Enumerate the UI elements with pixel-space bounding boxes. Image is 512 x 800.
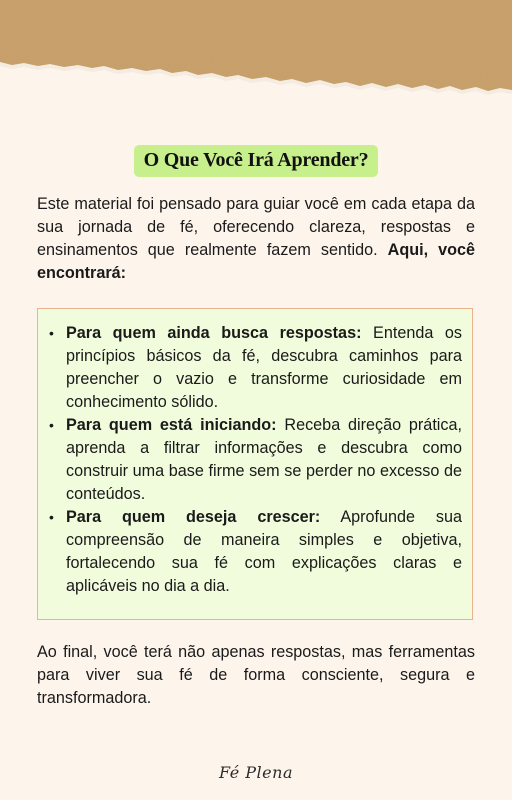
list-item-title: Para quem ainda busca respostas:	[66, 324, 362, 342]
bullet-icon: •	[49, 325, 54, 341]
list-item-text: Entenda os princípios básicos da fé, descubra caminhos para preencher o vazio e transforme curiosidade em conhecimento sólido.	[66, 324, 462, 411]
learning-list	[48, 322, 462, 598]
outro-paragraph: Ao final, você terá não apenas respostas, mas ferramentas para viver sua fé de forma consciente, segura e transformadora.	[37, 643, 475, 707]
list-item-title: Para quem deseja crescer:	[66, 508, 321, 526]
list-item	[48, 414, 462, 506]
list-item-text: Aprofunde sua compreensão de maneira simples e objetiva, fortalecendo sua fé com explicações claras e aplicáveis no dia a dia.	[66, 508, 462, 595]
list-item	[48, 506, 462, 598]
bullet-icon: •	[49, 509, 54, 525]
list-item-text: Receba direção prática, aprenda a filtrar informações e descubra como construir uma base firme sem se perder no excesso de conteúdos.	[66, 416, 463, 503]
footer-brand: Fé Plena	[219, 763, 293, 782]
learning-box	[37, 308, 473, 620]
intro-bold: Aqui, você encontrará:	[37, 241, 475, 282]
torn-paper-header	[0, 0, 512, 110]
intro-text: Este material foi pensado para guiar você em cada etapa da sua jornada de fé, oferecendo clareza, respostas e ensinamentos que realmente fazem sentido.	[37, 195, 475, 259]
page-title: O Que Você Irá Aprender?	[134, 145, 379, 177]
list-item	[48, 322, 462, 414]
intro-paragraph	[37, 193, 475, 285]
list-item-title: Para quem está iniciando:	[66, 416, 277, 434]
bullet-icon: •	[49, 417, 54, 433]
title-wrapper	[0, 145, 512, 177]
